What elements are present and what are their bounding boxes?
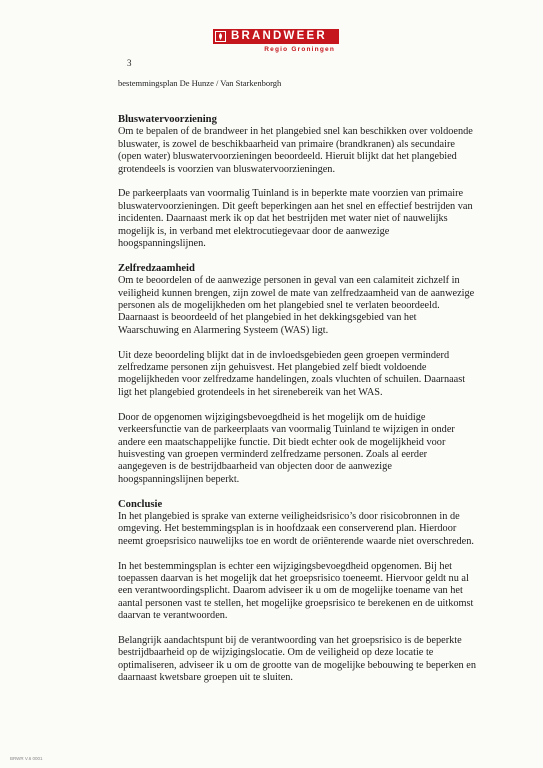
paragraph: Door de opgenomen wijzigingsbevoegdheid is het mogelijk om de huidige verkeersfunctie van de parkeerplaats van voormalig Tuinland te wijzigen in onder andere een maatschappelijke functie. Dit biedt echter ook de mogelijkheid voor huisvesting van groepen verminderd zelfredzame personen. Zoals al eerder aangegeven is de bestrijdbaarheid van objecten door de aanwezige hoogspanningslijnen beperkt.: [118, 411, 455, 485]
page-number: 3: [127, 58, 132, 68]
section-heading: Conclusie: [118, 498, 163, 510]
paragraph: Uit deze beoordeling blijkt dat in de invloedsgebieden geen groepen verminderd zelfredzame personen zijn gehuisvest. Het plangebied zelf biedt voldoende mogelijkheden voor zelfredzame handelingen, zoals vluchten of schuilen. Daarnaast ligt het plangebied grotendeels in het sirenebereik van het WAS.: [118, 349, 466, 398]
section-heading: Bluswatervoorziening: [118, 114, 217, 125]
paragraph: In het plangebied is sprake van externe veiligheidsrisico’s door risicobronnen in de omgeving. Het bestemmingsplan is in hoofdzaak een conserverend plan. Hierdoor neemt groepsrisico nauwelijks toe en wordt de oriënterende waarde niet overschreden.: [118, 510, 474, 547]
logo-bar: [213, 29, 339, 44]
section-conclusie: [118, 499, 478, 685]
section-zelfredzaamheid: [118, 263, 478, 486]
paragraph: In het bestemmingsplan is echter een wijzigingsbevoegdheid opgenomen. Bij het toepassen daarvan is het mogelijk dat het groepsrisico toeneemt. Hiervoor geldt nu al een verantwoordingsplicht. Daarom adviseer ik u om de mogelijke toename van het aantal personen vast te stellen, het mogelijke groepsrisico te berekenen en de uitkomst daarvan te verantwoorden.: [118, 560, 474, 622]
brandweer-emblem-icon: [213, 29, 228, 44]
paragraph: De parkeerplaats van voormalig Tuinland is in beperkte mate voorzien van primaire bluswatervoorzieningen. Dit geeft beperkingen aan het snel en effectief bestrijden van incidenten. Daarnaast merk ik op dat het bestrijden met water niet of nauwelijks mogelijk is, in verband met elektrocutiegevaar door de aanwezige hoogspanningslijnen.: [118, 188, 473, 250]
brandweer-logo: [213, 29, 339, 53]
paragraph: Om te beoordelen of de aanwezige personen in geval van een calamiteit zichzelf in veiligheid kunnen brengen, zijn zowel de mate van zelfredzaamheid van de aanwezige personen als de mogelijkheden om het plangebied snel te verlaten beoordeeld. Daarnaast is beoordeeld of het plangebied in het dekkingsgebied van het Waarschuwing en Alarmering Systeem (WAS) ligt.: [118, 275, 475, 336]
logo-region: Regio Groningen: [264, 46, 335, 53]
section-bluswatervoorziening: [118, 114, 478, 250]
section-heading: Zelfredzaamheid: [118, 262, 195, 274]
footer-code: BRWR V.6 0001: [10, 756, 43, 761]
letter-body: [118, 114, 478, 697]
paragraph: Belangrijk aandachtspunt bij de verantwoording van het groepsrisico is de beperkte bestrijdbaarheid op de wijzigingslocatie. Om de veiligheid op deze locatie te optimaliseren, adviseer ik u om de grootte van de mogelijke bebouwing te beperken en daarnaast kwetsbare groepen uit te sluiten.: [118, 634, 476, 684]
paragraph: Om te bepalen of de brandweer in het plangebied snel kan beschikken over voldoende bluswater, is zowel de beschikbaarheid van primaire (brandkranen) als secundaire (open water) bluswatervoorzieningen beoordeeld. Hieruit blijkt dat het plangebied grotendeels is voorzien van bluswatervoorzieningen.: [118, 126, 473, 175]
document-reference: bestemmingsplan De Hunze / Van Starkenborgh: [118, 78, 282, 88]
logo-wordmark: BRANDWEER: [231, 30, 327, 42]
